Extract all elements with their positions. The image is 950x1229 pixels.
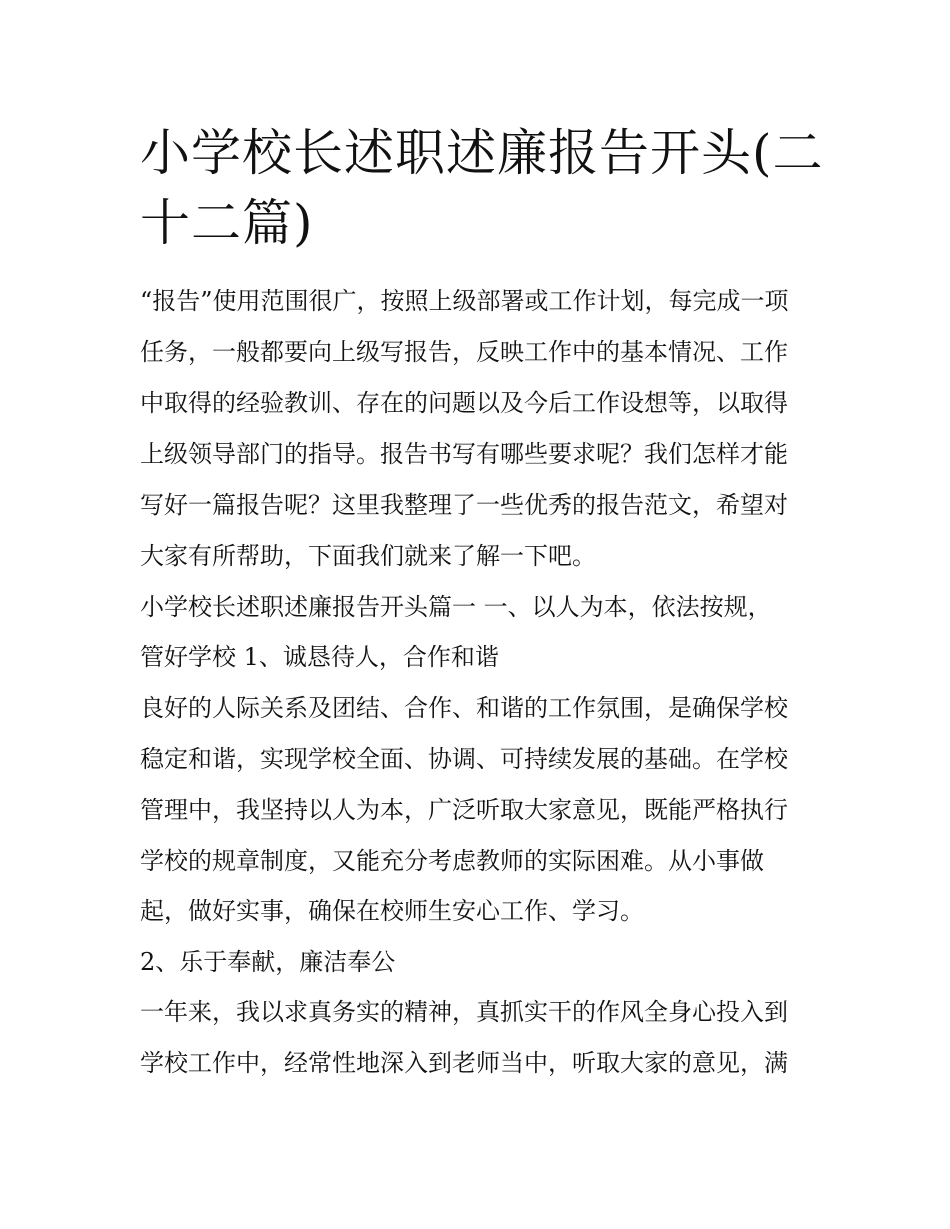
- body-line-2: 稳定和谐，实现学校全面、协调、可持续发展的基础。在学校: [140, 745, 788, 773]
- title-line-2: 十二篇): [140, 194, 314, 252]
- body-line-4: 学校的规章制度，又能充分考虑教师的实际困难。从小事做: [140, 847, 764, 875]
- body-line-6: 一年来，我以求真务实的精神，真抓实干的作风全身心投入到: [140, 998, 788, 1026]
- title-line-1: 小学校长述职述廉报告开头(二: [140, 124, 824, 182]
- document-title: [140, 118, 830, 258]
- body-line-1: 良好的人际关系及团结、合作、和谐的工作氛围，是确保学校: [140, 694, 788, 722]
- subheading-line: 2、乐于奉献，廉洁奉公: [140, 948, 396, 976]
- section-heading-line-2: 管好学校 1、诚恳待人，合作和谐: [140, 643, 499, 671]
- intro-line-6: 大家有所帮助，下面我们就来了解一下吧。: [140, 542, 596, 570]
- body-line-3: 管理中，我坚持以人为本，广泛听取大家意见，既能严格执行: [140, 796, 788, 824]
- intro-line-5: 写好一篇报告呢？这里我整理了一些优秀的报告范文，希望对: [140, 491, 788, 519]
- intro-line-3: 中取得的经验教训、存在的问题以及今后工作设想等，以取得: [140, 389, 788, 417]
- section-heading-line-1: 小学校长述职述廉报告开头篇一 一、以人为本，依法按规，: [140, 593, 772, 621]
- body-line-5: 起，做好实事，确保在校师生安心工作、学习。: [140, 897, 644, 925]
- body-line-7: 学校工作中，经常性地深入到老师当中，听取大家的意见，满: [140, 1049, 788, 1077]
- intro-line-2: 任务，一般都要向上级写报告，反映工作中的基本情况、工作: [140, 338, 788, 366]
- intro-line-1: “报告”使用范围很广，按照上级部署或工作计划，每完成一项: [140, 287, 789, 315]
- intro-line-4: 上级领导部门的指导。报告书写有哪些要求呢？我们怎样才能: [140, 440, 788, 468]
